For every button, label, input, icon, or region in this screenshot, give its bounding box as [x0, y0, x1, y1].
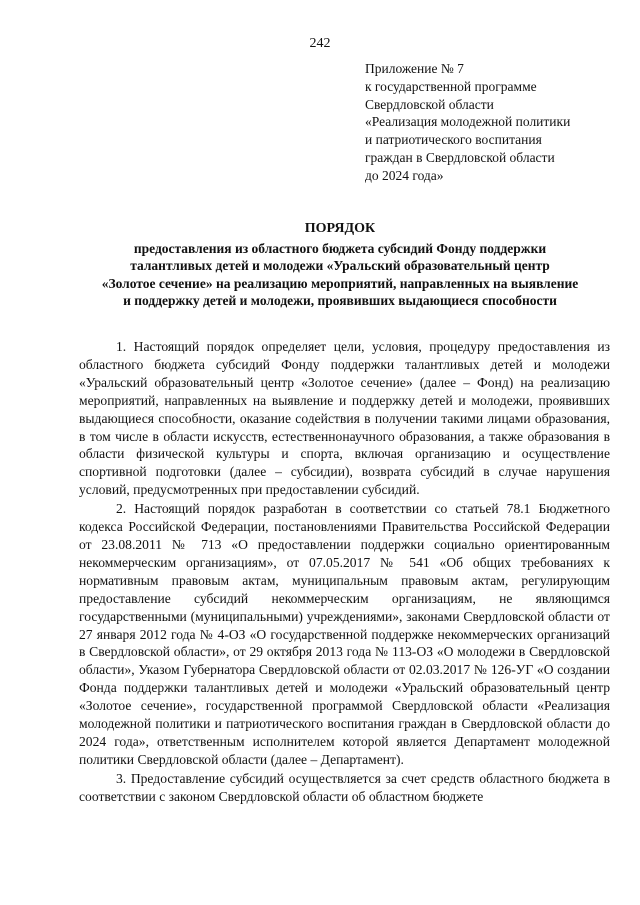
title-line: талантливых детей и молодежи «Уральский образовательный центр: [130, 258, 550, 274]
appendix-line: граждан в Свердловской области: [365, 149, 555, 165]
title-line: и поддержку детей и молодежи, проявивших выдающиеся способности: [123, 293, 557, 309]
appendix-line: к государственной программе: [365, 78, 537, 94]
title-main: ПОРЯДОК: [304, 221, 376, 236]
title-line: предоставления из областного бюджета субсидий Фонду поддержки: [133, 240, 547, 256]
appendix-line: Приложение № 7: [365, 61, 464, 76]
appendix-header: [365, 60, 625, 185]
document-title: [40, 220, 640, 310]
paragraph-3: 3. Предоставление субсидий осуществляется за счет средств областного бюджета в соответствии с законом Свердловской области об областном бюджете: [79, 770, 610, 804]
appendix-line: и патриотического воспитания: [365, 132, 542, 148]
appendix-line: Свердловской области: [365, 96, 494, 112]
page-number: 242: [309, 36, 331, 51]
paragraph-2: 2. Настоящий порядок разработан в соответствии со статьей 78.1 Бюджетного кодекса Российской Федерации, постановлениями Правительства Российской Федерации от 23.08.2011 № 713 «О предоставлении поддержки социально ориентированным некоммерческим организациям», от 07.05.2017 № 541 «Об общих требованиях к нормативным правовым актам, муниципальным правовым актам, регулирующим предоставление субсидий некоммерческим организациям, не являющимся государственными (муниципальными) учреждениями», законами Свердловской области от 27 января 2012 года № 4-ОЗ «О государственной поддержке некоммерческих организаций в Свердловской области», от 29 октября 2013 года № 113-ОЗ «О молодежи в Свердловской области», Указом Губернатора Свердловской области от 02.03.2017 № 126-УГ «О создании Фонда поддержки талантливых детей и молодежи «Уральский образовательный центр «Золотое сечение», государственной программой Свердловской области «Реализация молодежной политики и патриотического воспитания граждан в Свердловской области до 2024 года», ответственным исполнителем которой является Департамент молодежной политики Свердловской области (далее – Департамент).: [79, 501, 610, 767]
document-body: [79, 338, 610, 807]
appendix-line: до 2024 года»: [365, 167, 444, 183]
title-line: «Золотое сечение» на реализацию мероприятий, направленных на выявление: [101, 275, 579, 291]
paragraph-1: 1. Настоящий порядок определяет цели, условия, процедуру предоставления из областного бюджета субсидий Фонду поддержки талантливых детей и молодежи «Уральский образовательный центр «Золотое сечение» (далее – Фонд) на реализацию мероприятий, направленных на выявление и поддержку детей и молодежи, проявивших выдающиеся способности, оказание содействия в получении такими лицами образования, в том числе в области искусств, естественнонаучного образования, а также образования в области физической культуры и спорта, включая организацию и осуществление спортивной подготовки (далее – субсидии), возврата субсидий в случае нарушения условий, предусмотренных при предоставлении субсидий.: [79, 339, 610, 498]
appendix-line: «Реализация молодежной политики: [365, 114, 571, 130]
